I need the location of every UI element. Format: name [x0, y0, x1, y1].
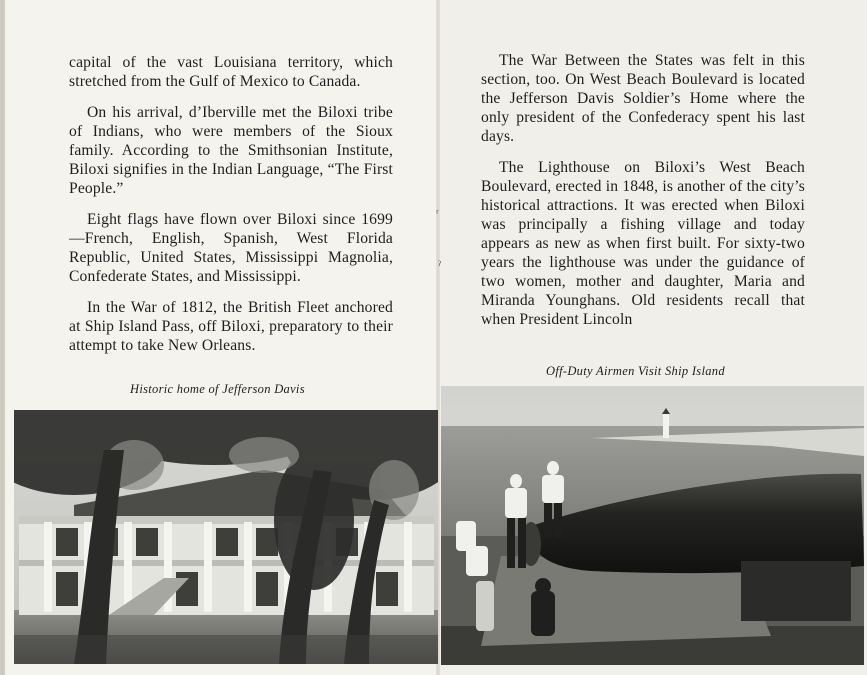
scan-mark: ʳ: [436, 206, 439, 220]
jefferson-davis-home-photo: [14, 410, 438, 664]
right-paragraph-1: The War Between the States was felt in this section, too. On West Beach Boulevard is located the Jefferson Davis Soldier’s Home where the only president of the Confederacy spent his last days.: [481, 52, 805, 145]
right-paragraph-2: The Lighthouse on Biloxi’s West Beach Boulevard, erected in 1848, is another of the city’s historical attractions. It was erected when Biloxi was principally a fishing village and today appears as new as when first built. For sixty-two years the lighthouse was under the guidance of two women, mother and daughter, Maria and Miranda Younghans. Old residents recall that when President Lincoln: [481, 159, 805, 328]
ship-island-airmen-photo: [441, 386, 864, 665]
right-text-column: [481, 51, 805, 341]
left-paragraph-2: On his arrival, d’Iberville met the Biloxi tribe of Indians, who were members of the Sioux family. According to the Smithsonian Institute, Biloxi signifies in the Indian Language, “The First People.”: [69, 104, 393, 197]
scan-edge: [0, 0, 5, 675]
photo-caption-right: Off-Duty Airmen Visit Ship Island: [546, 364, 725, 378]
left-paragraph-3: Eight flags have flown over Biloxi since 1699—French, English, Spanish, West Florida Republic, United States, Mississippi Magnolia, Confederate States, and Mississippi.: [69, 211, 393, 285]
left-paragraph-4: In the War of 1812, the British Fleet anchored at Ship Island Pass, off Biloxi, preparatory to their attempt to take New Orleans.: [69, 299, 393, 354]
cannon-photo-illustration: [441, 386, 864, 665]
house-photo-illustration: [14, 410, 438, 664]
left-paragraph-1: capital of the vast Louisiana territory, which stretched from the Gulf of Mexico to Canada.: [69, 54, 393, 90]
left-text-column: [69, 53, 393, 367]
scan-mark: ˀ: [438, 258, 441, 272]
photo-caption-left: Historic home of Jefferson Davis: [130, 382, 305, 396]
